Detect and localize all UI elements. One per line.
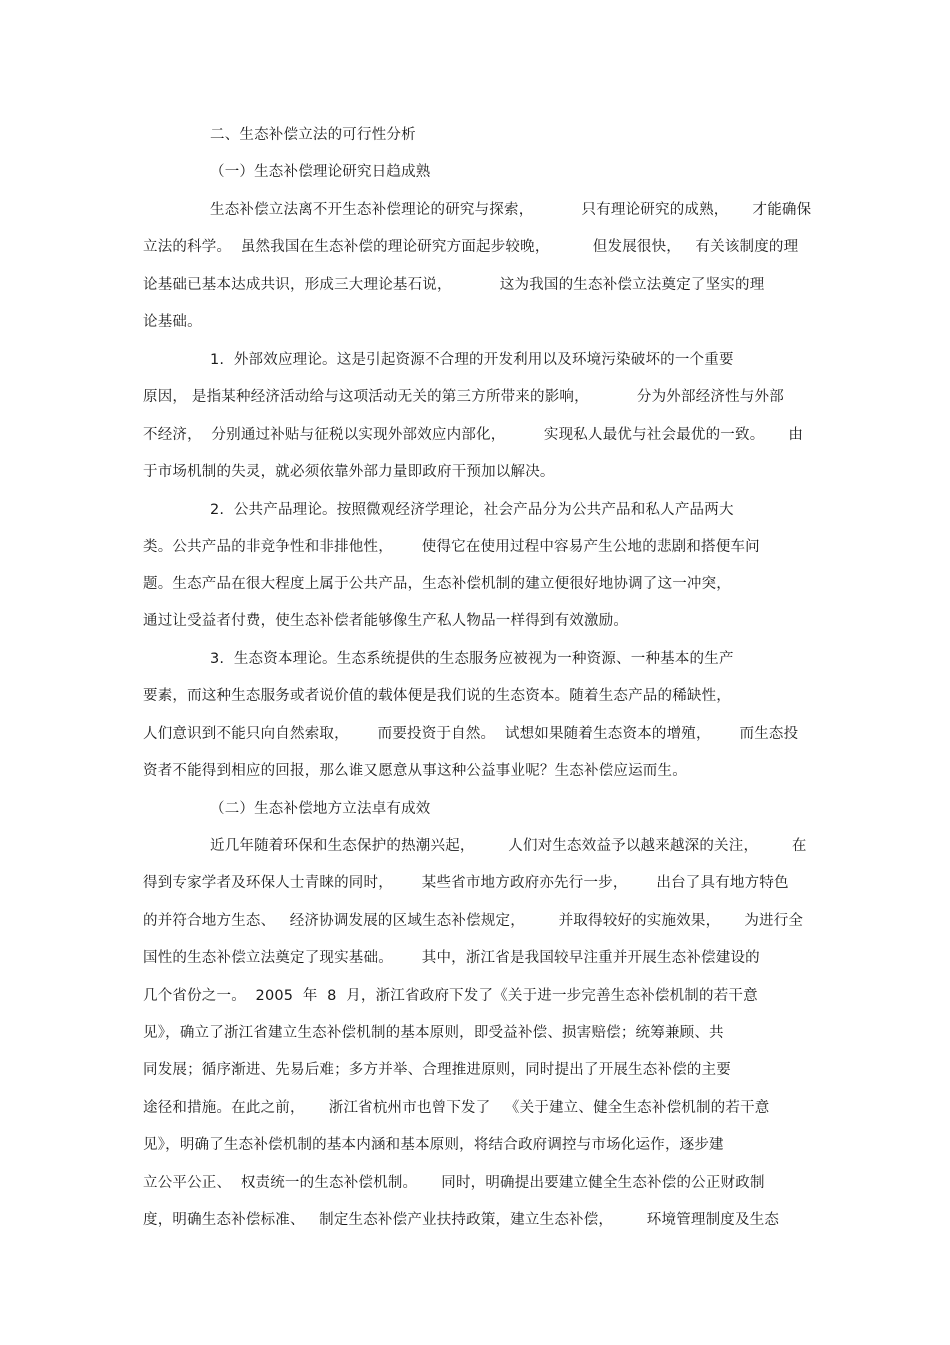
- theory-2-line: 题。生态产品在很大程度上属于公共产品，生态补偿机制的建立便很好地协调了这一冲突，: [143, 576, 731, 592]
- paragraph-line: 生态补偿立法离不开生态补偿理论的研究与探索， 只有理论研究的成熟， 才能确保: [210, 202, 812, 218]
- theory-1-line: 1. 外部效应理论。这是引起资源不合理的开发利用以及环境污染破坏的一个重要: [210, 352, 734, 368]
- theory-2-line: 2. 公共产品理论。按照微观经济学理论，社会产品分为公共产品和私人产品两大: [210, 502, 734, 518]
- paragraph-line: 立公平公正、 权责统一的生态补偿机制。 同时，明确提出要建立健全生态补偿的公正财政制: [143, 1175, 765, 1191]
- paragraph-line: 得到专家学者及环保人士青睐的同时， 某些省市地方政府亦先行一步， 出台了具有地方特色: [143, 875, 789, 891]
- theory-1-line: 于市场机制的失灵，就必须依靠外部力量即政府干预加以解决。: [143, 464, 555, 480]
- theory-1-line: 原因， 是指某种经济活动给与这项活动无关的第三方所带来的影响， 分为外部经济性与外部: [143, 389, 784, 405]
- paragraph-line: 国性的生态补偿立法奠定了现实基础。 其中，浙江省是我国较早注重并开展生态补偿建设的: [143, 950, 760, 966]
- section-heading-main: 二、生态补偿立法的可行性分析: [210, 127, 416, 143]
- paragraph-line: 同发展；循序渐进、先易后难；多方并举、合理推进原则，同时提出了开展生态补偿的主要: [143, 1062, 731, 1078]
- paragraph-line: 度，明确生态补偿标准、 制定生态补偿产业扶持政策，建立生态补偿， 环境管理制度及生态: [143, 1212, 780, 1228]
- subsection-heading-1: （一）生态补偿理论研究日趋成熟: [210, 164, 431, 180]
- paragraph-line: 近几年随着环保和生态保护的热潮兴起， 人们对生态效益予以越来越深的关注， 在: [210, 838, 807, 854]
- theory-1-line: 不经济， 分别通过补贴与征税以实现外部效应内部化， 实现私人最优与社会最优的一致。 由: [143, 427, 804, 443]
- paragraph-line: 论基础。: [143, 314, 202, 330]
- theory-2-line: 通过让受益者付费，使生态补偿者能够像生产私人物品一样得到有效激励。: [143, 613, 629, 629]
- theory-3-line: 要素，而这种生态服务或者说价值的载体便是我们说的生态资本。随着生态产品的稀缺性，: [143, 688, 731, 704]
- paragraph-line: 见》，确立了浙江省建立生态补偿机制的基本原则，即受益补偿、损害赔偿；统筹兼顾、共: [143, 1025, 724, 1041]
- theory-3-line: 3. 生态资本理论。生态系统提供的生态服务应被视为一种资源、一种基本的生产: [210, 651, 734, 667]
- paragraph-line: 的并符合地方生态、 经济协调发展的区域生态补偿规定， 并取得较好的实施效果， 为进行全: [143, 913, 804, 929]
- paragraph-line: 途径和措施。在此之前， 浙江省杭州市也曾下发了 《关于建立、健全生态补偿机制的若干意: [143, 1100, 770, 1116]
- subsection-heading-2: （二）生态补偿地方立法卓有成效: [210, 801, 431, 817]
- theory-3-line: 资者不能得到相应的回报，那么谁又愿意从事这种公益事业呢？生态补偿应运而生。: [143, 763, 687, 779]
- theory-2-line: 类。公共产品的非竞争性和非排他性， 使得它在使用过程中容易产生公地的悲剧和搭便车问: [143, 539, 760, 555]
- theory-3-line: 人们意识到不能只向自然索取， 而要投资于自然。 试想如果随着生态资本的增殖， 而生态投: [143, 726, 799, 742]
- paragraph-line: 立法的科学。 虽然我国在生态补偿的理论研究方面起步较晚， 但发展很快， 有关该制度的理: [143, 239, 799, 255]
- paragraph-line: 见》，明确了生态补偿机制的基本内涵和基本原则，将结合政府调控与市场化运作，逐步建: [143, 1137, 724, 1153]
- paragraph-line: 论基础已基本达成共识，形成三大理论基石说， 这为我国的生态补偿立法奠定了坚实的理: [143, 277, 765, 293]
- paragraph-line: 几个省份之一。 2005 年 8 月，浙江省政府下发了《关于进一步完善生态补偿机制的若干意: [143, 988, 758, 1004]
